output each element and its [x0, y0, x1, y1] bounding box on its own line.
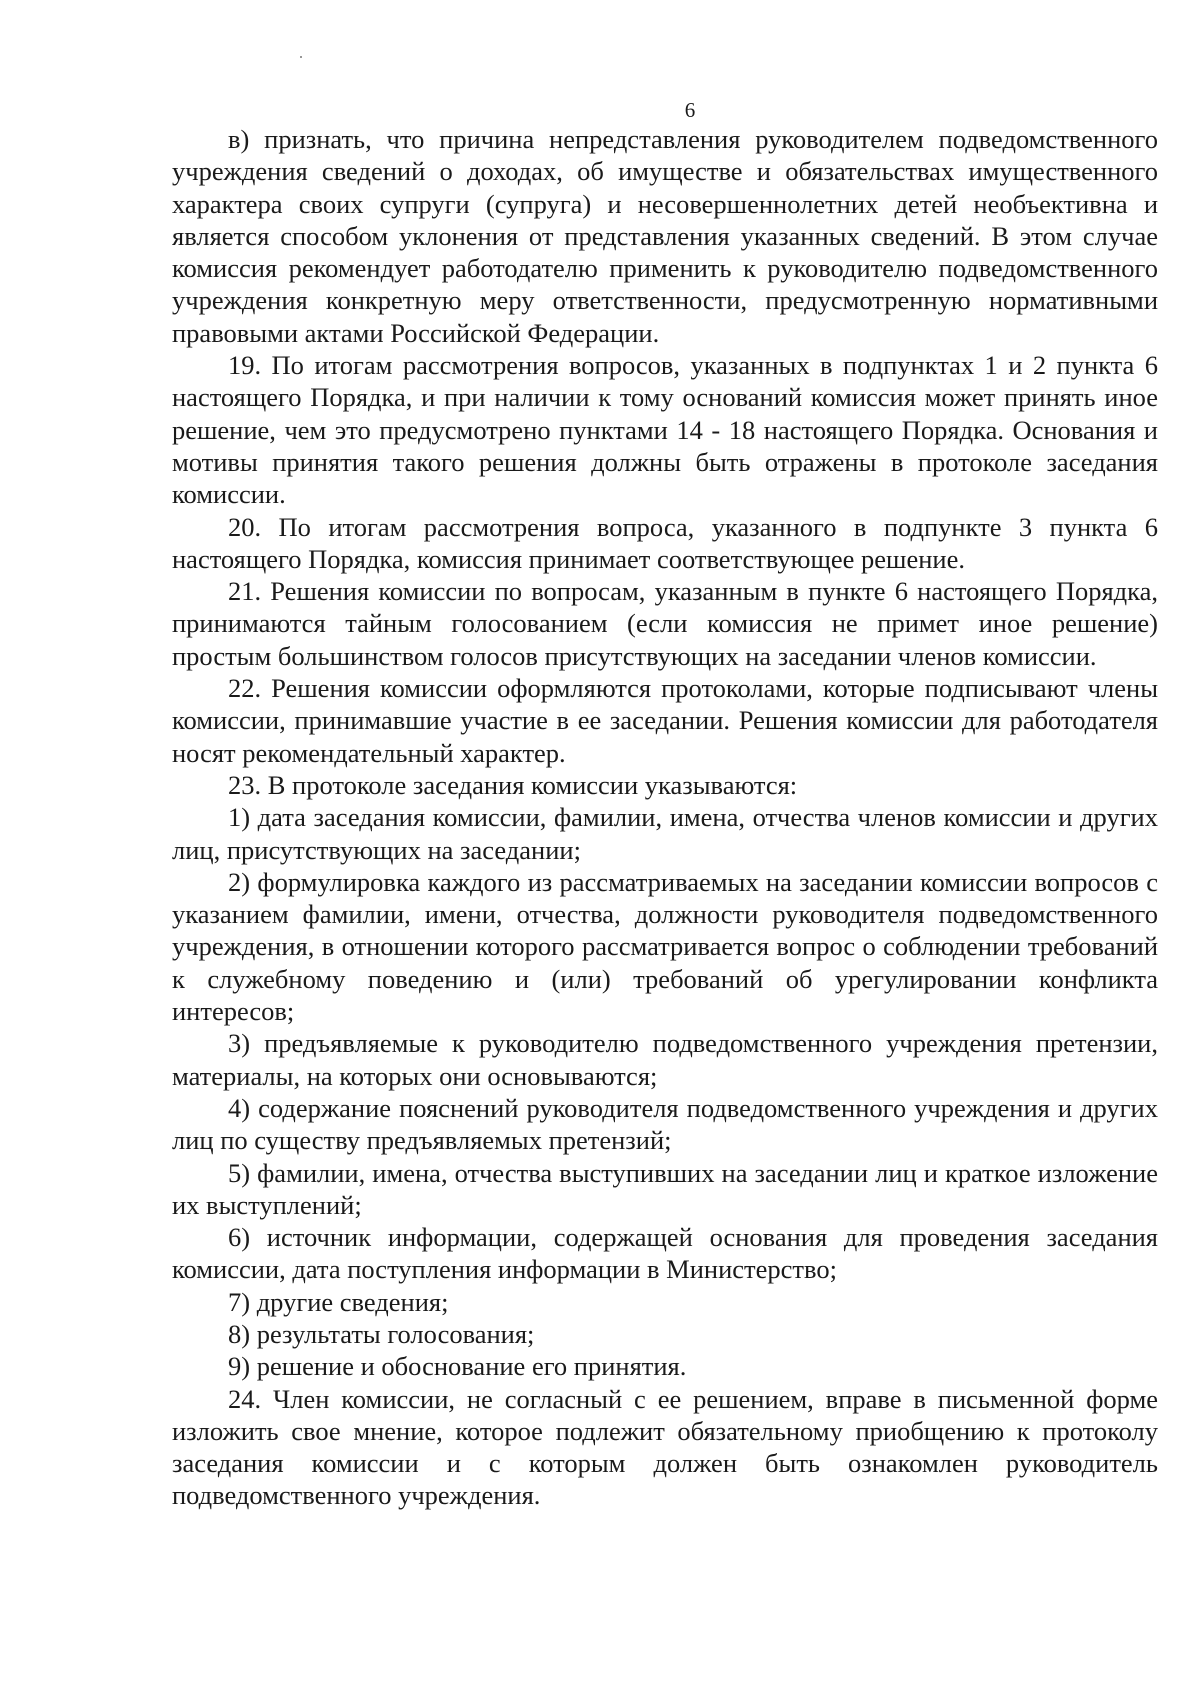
list-item-1: 1) дата заседания комиссии, фамилии, имена, отчества членов комиссии и других лиц, присутствующих на заседании;	[172, 802, 1158, 865]
scan-speck	[300, 56, 302, 58]
page-number: 6	[684, 98, 696, 122]
paragraph-20: 20. По итогам рассмотрения вопроса, указанного в подпункте 3 пункта 6 настоящего Порядка, комиссия принимает соответствующее решение.	[172, 511, 1158, 574]
paragraph-22: 22. Решения комиссии оформляются протоколами, которые подписывают члены комиссии, принимавшие участие в ее заседании. Решения комиссии для работодателя носят рекомендательный характер.	[172, 673, 1158, 768]
list-item-4: 4) содержание пояснений руководителя подведомственного учреждения и других лиц по существу предъявляемых претензий;	[172, 1092, 1158, 1156]
paragraph-18v: в) признать, что причина непредставления руководителем подведомственного учреждения сведений о доходах, об имуществе и обязательствах имущественного характера своих супруги (супруга) и несовершеннолетних детей необъективна и является способом уклонения от представления указанных сведений. В этом случае комиссия рекомендует работодателю применить к руководителю подведомственного учреждения конкретную меру ответственности, предусмотренную нормативными правовыми актами Российской Федерации.	[172, 124, 1158, 348]
list-item-3: 3) предъявляемые к руководителю подведомственного учреждения претензии, материалы, на которых они основываются;	[172, 1028, 1158, 1091]
list-item-2: 2) формулировка каждого из рассматриваемых на заседании комиссии вопросов с указанием фамилии, имени, отчества, должности руководителя подведомственного учреждения, в отношении которого рассматривается вопрос о соблюдении требований к служебному поведению и (или) требований об урегулировании конфликта интересов;	[172, 866, 1158, 1027]
paragraph-23: 23. В протоколе заседания комиссии указываются:	[228, 769, 798, 800]
list-item-6: 6) источник информации, содержащей основания для проведения заседания комиссии, дата поступления информации в Министерство;	[172, 1222, 1158, 1285]
document-body	[172, 123, 1158, 1512]
list-item-5: 5) фамилии, имена, отчества выступивших на заседании лиц и краткое изложение их выступлений;	[172, 1157, 1158, 1220]
paragraph-19: 19. По итогам рассмотрения вопросов, указанных в подпунктах 1 и 2 пункта 6 настоящего Порядка, и при наличии к тому оснований комиссия может принять иное решение, чем это предусмотрено пунктами 14 - 18 настоящего Порядка. Основания и мотивы принятия такого решения должны быть отражены в протоколе заседания комиссии.	[172, 350, 1158, 510]
list-item-8: 8) результаты голосования;	[228, 1318, 535, 1349]
list-item-7: 7) другие сведения;	[228, 1286, 449, 1317]
paragraph-21: 21. Решения комиссии по вопросам, указанным в пункте 6 настоящего Порядка, принимаются тайным голосованием (если комиссия не примет иное решение) простым большинством голосов присутствующих на заседании членов комиссии.	[172, 576, 1158, 671]
paragraph-24: 24. Член комиссии, не согласный с ее решением, вправе в письменной форме изложить свое мнение, которое подлежит обязательному приобщению к протоколу заседания комиссии и с которым должен быть ознакомлен руководитель подведомственного учреждения.	[172, 1383, 1158, 1511]
list-item-9: 9) решение и обоснование его принятия.	[228, 1351, 687, 1382]
